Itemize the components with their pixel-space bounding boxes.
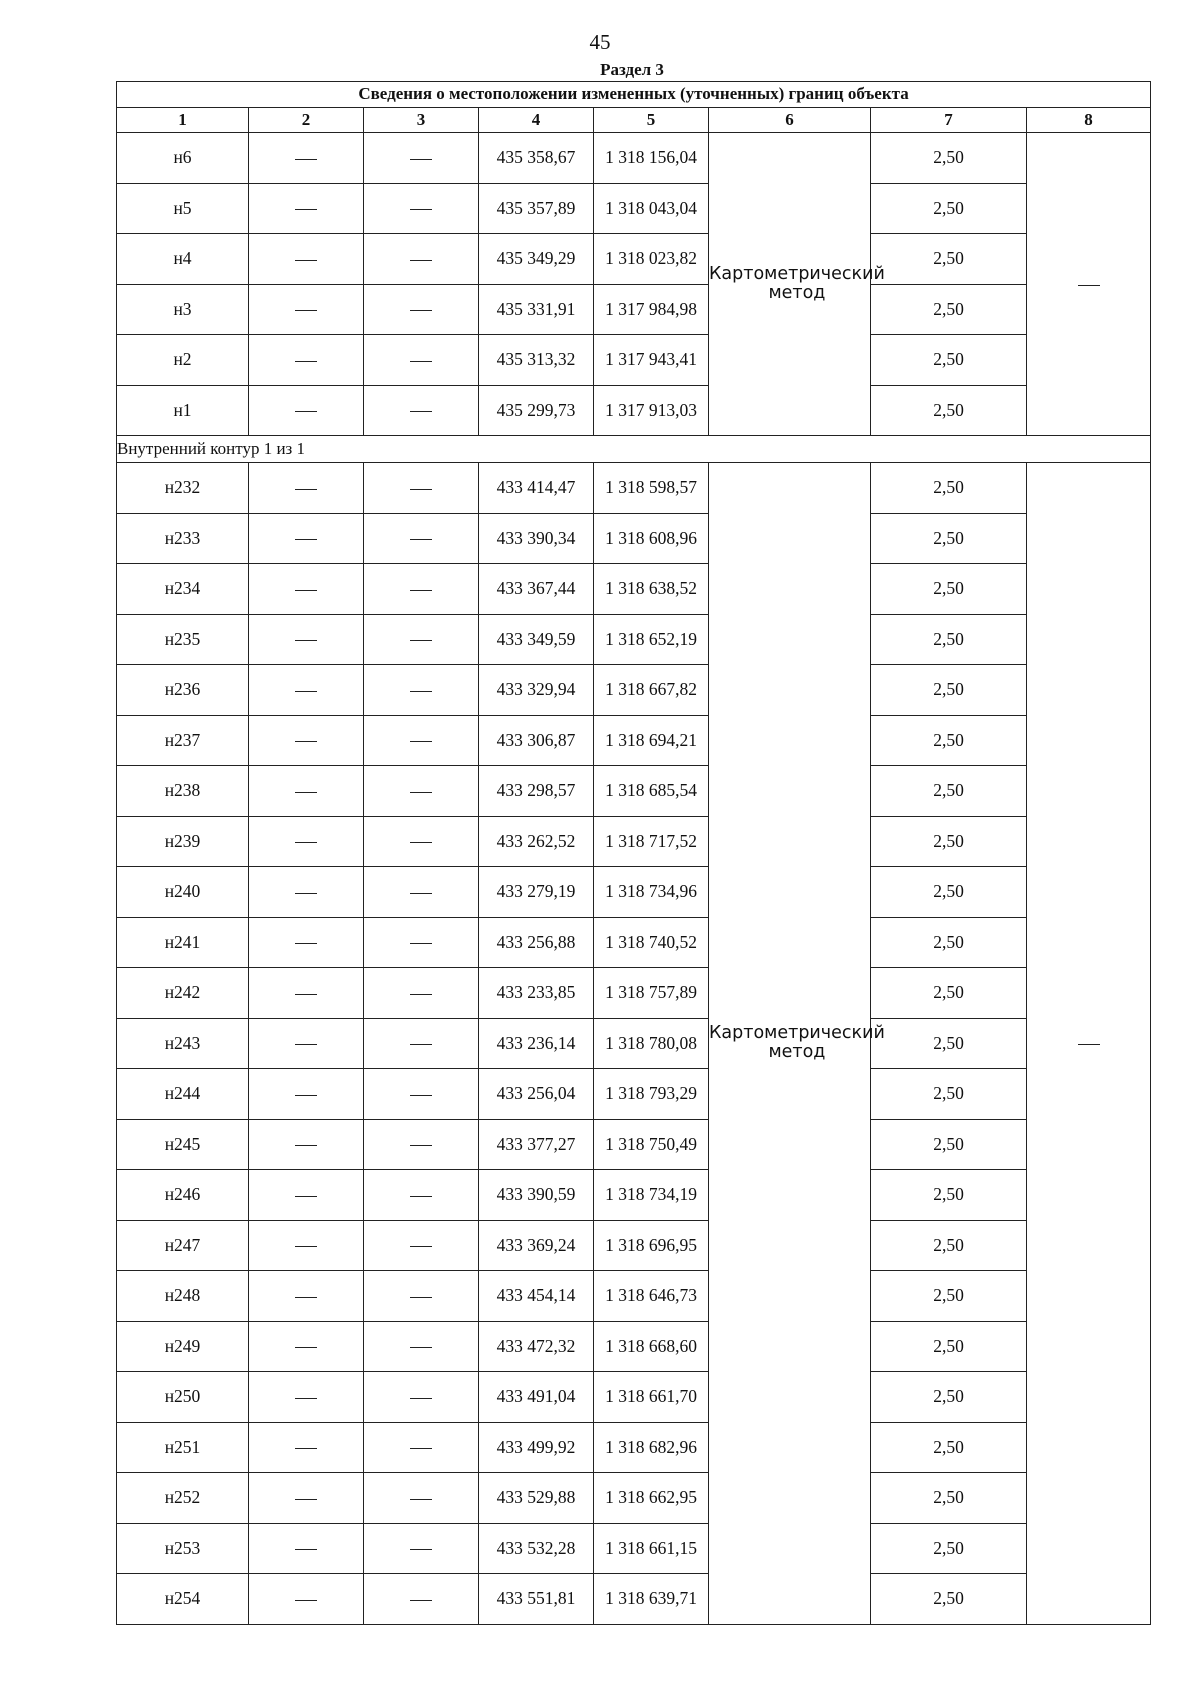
dash-mark [295,539,317,540]
coordinate-x: 435 349,29 [479,234,594,285]
accuracy-value: 2,50 [871,1372,1027,1423]
dash-mark [410,1297,432,1298]
coordinate-x: 433 532,28 [479,1523,594,1574]
column-3-value [364,614,479,665]
dash-mark [295,1398,317,1399]
point-name: н241 [117,917,249,968]
column-3-value [364,766,479,817]
dash-mark [410,893,432,894]
column-2-value [249,513,364,564]
contour-label: Внутренний контур 1 из 1 [117,436,1151,463]
coordinate-y: 1 318 793,29 [594,1069,709,1120]
coordinate-y: 1 318 667,82 [594,665,709,716]
dash-mark [295,741,317,742]
table-row [117,1473,1151,1524]
dash-mark [410,590,432,591]
column-3-value [364,1170,479,1221]
section-title: Раздел 3 [600,60,664,79]
point-name: н249 [117,1321,249,1372]
column-3-value [364,1372,479,1423]
point-name: н236 [117,665,249,716]
coordinate-y: 1 318 780,08 [594,1018,709,1069]
dash-mark [410,994,432,995]
accuracy-value: 2,50 [871,614,1027,665]
dash-mark [295,893,317,894]
table-row [117,1069,1151,1120]
column-2-value [249,1523,364,1574]
column-2-value [249,1170,364,1221]
table-row [117,1220,1151,1271]
coordinate-x: 435 331,91 [479,284,594,335]
table-row [117,513,1151,564]
coordinate-x: 433 551,81 [479,1574,594,1625]
accuracy-value: 2,50 [871,234,1027,285]
dash-mark [410,1499,432,1500]
accuracy-value: 2,50 [871,284,1027,335]
column-3-value [364,183,479,234]
accuracy-value: 2,50 [871,917,1027,968]
coordinate-y: 1 318 608,96 [594,513,709,564]
coordinate-y: 1 318 734,19 [594,1170,709,1221]
coordinate-x: 433 279,19 [479,867,594,918]
dash-mark [410,1044,432,1045]
point-name: н239 [117,816,249,867]
point-name: н245 [117,1119,249,1170]
coordinate-x: 433 236,14 [479,1018,594,1069]
dash-mark [295,1196,317,1197]
table-row [117,385,1151,436]
accuracy-value: 2,50 [871,715,1027,766]
column-2-value [249,1372,364,1423]
table-row [117,1271,1151,1322]
dash-mark [410,1145,432,1146]
table-row [117,234,1151,285]
column-number-2: 2 [249,108,364,133]
column-3-value [364,385,479,436]
dash-mark [410,1398,432,1399]
table-row [117,614,1151,665]
accuracy-value: 2,50 [871,816,1027,867]
column-3-value [364,917,479,968]
table-row [117,968,1151,1019]
coordinate-y: 1 318 638,52 [594,564,709,615]
coordinate-x: 435 299,73 [479,385,594,436]
column-3-value [364,715,479,766]
dash-mark [295,842,317,843]
column-number-5: 5 [594,108,709,133]
coordinate-y: 1 318 682,96 [594,1422,709,1473]
coordinate-x: 433 329,94 [479,665,594,716]
dash-mark [410,260,432,261]
accuracy-value: 2,50 [871,867,1027,918]
column-2-value [249,385,364,436]
column-3-value [364,867,479,918]
dash-mark [295,209,317,210]
point-name: н3 [117,284,249,335]
table-row [117,766,1151,817]
column-number-6: 6 [709,108,871,133]
dash-mark [295,159,317,160]
coordinate-y: 1 317 943,41 [594,335,709,386]
accuracy-value: 2,50 [871,564,1027,615]
column-3-value [364,1069,479,1120]
point-name: н246 [117,1170,249,1221]
coordinate-y: 1 318 696,95 [594,1220,709,1271]
column-3-value [364,1271,479,1322]
column-3-value [364,1119,479,1170]
coordinate-x: 433 298,57 [479,766,594,817]
dash-mark [410,1600,432,1601]
column-2-value [249,335,364,386]
coordinate-y: 1 318 652,19 [594,614,709,665]
accuracy-value: 2,50 [871,1574,1027,1625]
table-row [117,1170,1151,1221]
dash-mark [410,361,432,362]
column-3-value [364,816,479,867]
point-name: н233 [117,513,249,564]
dash-mark [410,209,432,210]
accuracy-value: 2,50 [871,513,1027,564]
point-name: н248 [117,1271,249,1322]
column-3-value [364,564,479,615]
column-2-value [249,816,364,867]
column-3-value [364,1220,479,1271]
determination-method [709,463,885,1625]
coordinate-x: 435 313,32 [479,335,594,386]
accuracy-value: 2,50 [871,183,1027,234]
point-name: н235 [117,614,249,665]
coordinate-x: 433 262,52 [479,816,594,867]
coordinate-y: 1 317 913,03 [594,385,709,436]
accuracy-value: 2,50 [871,385,1027,436]
dash-mark [295,1145,317,1146]
point-name: н2 [117,335,249,386]
dash-mark [295,1448,317,1449]
point-name: н4 [117,234,249,285]
table-row [117,917,1151,968]
coordinate-y: 1 318 598,57 [594,463,709,514]
accuracy-value: 2,50 [871,1473,1027,1524]
page-number: 45 [589,30,611,54]
table-row [117,335,1151,386]
dash-mark [295,792,317,793]
coordinate-y: 1 318 750,49 [594,1119,709,1170]
dash-mark [410,1347,432,1348]
table-row [117,1422,1151,1473]
accuracy-value: 2,50 [871,1422,1027,1473]
table-row [117,1018,1151,1069]
dash-mark [410,489,432,490]
coordinate-x: 433 256,04 [479,1069,594,1120]
column-3-value [364,1422,479,1473]
point-name: н237 [117,715,249,766]
column-2-value [249,463,364,514]
dash-mark [410,691,432,692]
coordinate-x: 433 306,87 [479,715,594,766]
coordinate-x: 433 369,24 [479,1220,594,1271]
column-2-value [249,715,364,766]
dash-mark [410,1448,432,1449]
accuracy-value: 2,50 [871,1069,1027,1120]
dash-mark [295,1044,317,1045]
dash-mark [410,411,432,412]
accuracy-value: 2,50 [871,1170,1027,1221]
point-name: н254 [117,1574,249,1625]
coordinate-x: 433 454,14 [479,1271,594,1322]
coordinate-x: 433 367,44 [479,564,594,615]
column-2-value [249,1220,364,1271]
column-2-value [249,968,364,1019]
column-2-value [249,234,364,285]
coordinate-x: 433 233,85 [479,968,594,1019]
dash-mark [410,1095,432,1096]
coordinate-y: 1 318 639,71 [594,1574,709,1625]
coordinate-y: 1 318 023,82 [594,234,709,285]
accuracy-value: 2,50 [871,1271,1027,1322]
column-number-8: 8 [1027,108,1151,133]
column-3-value [364,665,479,716]
column-number-4: 4 [479,108,594,133]
dash-mark [410,943,432,944]
dash-mark [1078,1044,1100,1045]
column-3-value [364,1018,479,1069]
column-3-value [364,133,479,184]
accuracy-value: 2,50 [871,1018,1027,1069]
accuracy-value: 2,50 [871,133,1027,184]
point-name: н5 [117,183,249,234]
column-2-value [249,867,364,918]
column-3-value [364,1523,479,1574]
accuracy-value: 2,50 [871,1220,1027,1271]
dash-mark [295,1297,317,1298]
point-name: н1 [117,385,249,436]
column-3-value [364,463,479,514]
coordinate-y: 1 318 685,54 [594,766,709,817]
coordinate-y: 1 318 694,21 [594,715,709,766]
column-number-3: 3 [364,108,479,133]
column-3-value [364,1321,479,1372]
coordinate-y: 1 318 156,04 [594,133,709,184]
coordinate-y: 1 318 717,52 [594,816,709,867]
dash-mark [295,310,317,311]
determination-method [709,133,885,436]
accuracy-value: 2,50 [871,1523,1027,1574]
coordinate-x: 433 472,32 [479,1321,594,1372]
coordinate-y: 1 317 984,98 [594,284,709,335]
dash-mark [410,741,432,742]
column-2-value [249,1473,364,1524]
point-name: н232 [117,463,249,514]
coordinate-x: 433 414,47 [479,463,594,514]
point-name: н247 [117,1220,249,1271]
dash-mark [295,1549,317,1550]
column-8-value [1027,133,1151,436]
dash-mark [410,539,432,540]
dash-mark [410,1246,432,1247]
dash-mark [295,691,317,692]
column-number-1: 1 [117,108,249,133]
column-3-value [364,335,479,386]
column-2-value [249,917,364,968]
dash-mark [295,1095,317,1096]
dash-mark [410,640,432,641]
accuracy-value: 2,50 [871,1321,1027,1372]
coordinate-y: 1 318 662,95 [594,1473,709,1524]
point-name: н253 [117,1523,249,1574]
accuracy-value: 2,50 [871,665,1027,716]
column-3-value [364,1473,479,1524]
point-name: н244 [117,1069,249,1120]
coordinate-y: 1 318 740,52 [594,917,709,968]
boundary-coordinates-table [116,81,1151,1625]
coordinate-x: 435 357,89 [479,183,594,234]
column-2-value [249,183,364,234]
coordinate-y: 1 318 043,04 [594,183,709,234]
column-number-7: 7 [871,108,1027,133]
dash-mark [295,590,317,591]
dash-mark [295,1347,317,1348]
dash-mark [295,943,317,944]
table-row [117,463,1151,514]
column-2-value [249,665,364,716]
point-name: н250 [117,1372,249,1423]
dash-mark [1078,285,1100,286]
dash-mark [295,260,317,261]
point-name: н234 [117,564,249,615]
coordinate-x: 433 256,88 [479,917,594,968]
table-row [117,1372,1151,1423]
column-2-value [249,1018,364,1069]
column-3-value [364,234,479,285]
dash-mark [295,361,317,362]
accuracy-value: 2,50 [871,335,1027,386]
point-name: н243 [117,1018,249,1069]
coordinate-x: 433 390,59 [479,1170,594,1221]
coordinate-y: 1 318 757,89 [594,968,709,1019]
coordinate-x: 433 377,27 [479,1119,594,1170]
column-3-value [364,968,479,1019]
coordinate-y: 1 318 661,70 [594,1372,709,1423]
dash-mark [410,792,432,793]
dash-mark [295,1499,317,1500]
point-name: н252 [117,1473,249,1524]
accuracy-value: 2,50 [871,463,1027,514]
dash-mark [295,1600,317,1601]
table-row [117,715,1151,766]
dash-mark [410,1196,432,1197]
column-2-value [249,1271,364,1322]
column-2-value [249,1321,364,1372]
dash-mark [295,640,317,641]
coordinate-x: 433 529,88 [479,1473,594,1524]
determination-method-text: Картометрический метод [709,263,885,303]
dash-mark [295,489,317,490]
column-3-value [364,513,479,564]
column-2-value [249,564,364,615]
dash-mark [295,411,317,412]
point-name: н251 [117,1422,249,1473]
column-2-value [249,614,364,665]
dash-mark [410,159,432,160]
column-2-value [249,1422,364,1473]
point-name: н242 [117,968,249,1019]
column-2-value [249,766,364,817]
column-2-value [249,284,364,335]
table-row [117,665,1151,716]
table-row [117,284,1151,335]
table-row [117,1523,1151,1574]
column-3-value [364,1574,479,1625]
coordinate-y: 1 318 646,73 [594,1271,709,1322]
column-2-value [249,1069,364,1120]
table-row [117,183,1151,234]
contour-label-row [117,436,1151,463]
point-name: н238 [117,766,249,817]
dash-mark [410,842,432,843]
table-row [117,133,1151,184]
table-row [117,1574,1151,1625]
column-2-value [249,1119,364,1170]
accuracy-value: 2,50 [871,968,1027,1019]
coordinate-x: 433 349,59 [479,614,594,665]
dash-mark [410,310,432,311]
table-row [117,1119,1151,1170]
dash-mark [410,1549,432,1550]
table-row [117,816,1151,867]
column-8-value [1027,463,1151,1625]
table-row [117,564,1151,615]
column-2-value [249,1574,364,1625]
coordinate-y: 1 318 734,96 [594,867,709,918]
table-caption: Сведения о местоположении измененных (уточненных) границ объекта [117,82,1151,108]
coordinate-x: 433 390,34 [479,513,594,564]
point-name: н6 [117,133,249,184]
dash-mark [295,994,317,995]
determination-method-text: Картометрический метод [709,1023,885,1063]
coordinate-x: 435 358,67 [479,133,594,184]
table-row [117,867,1151,918]
table-row [117,1321,1151,1372]
accuracy-value: 2,50 [871,766,1027,817]
column-3-value [364,284,479,335]
dash-mark [295,1246,317,1247]
coordinate-y: 1 318 661,15 [594,1523,709,1574]
coordinate-x: 433 491,04 [479,1372,594,1423]
point-name: н240 [117,867,249,918]
column-2-value [249,133,364,184]
coordinate-x: 433 499,92 [479,1422,594,1473]
coordinate-y: 1 318 668,60 [594,1321,709,1372]
accuracy-value: 2,50 [871,1119,1027,1170]
